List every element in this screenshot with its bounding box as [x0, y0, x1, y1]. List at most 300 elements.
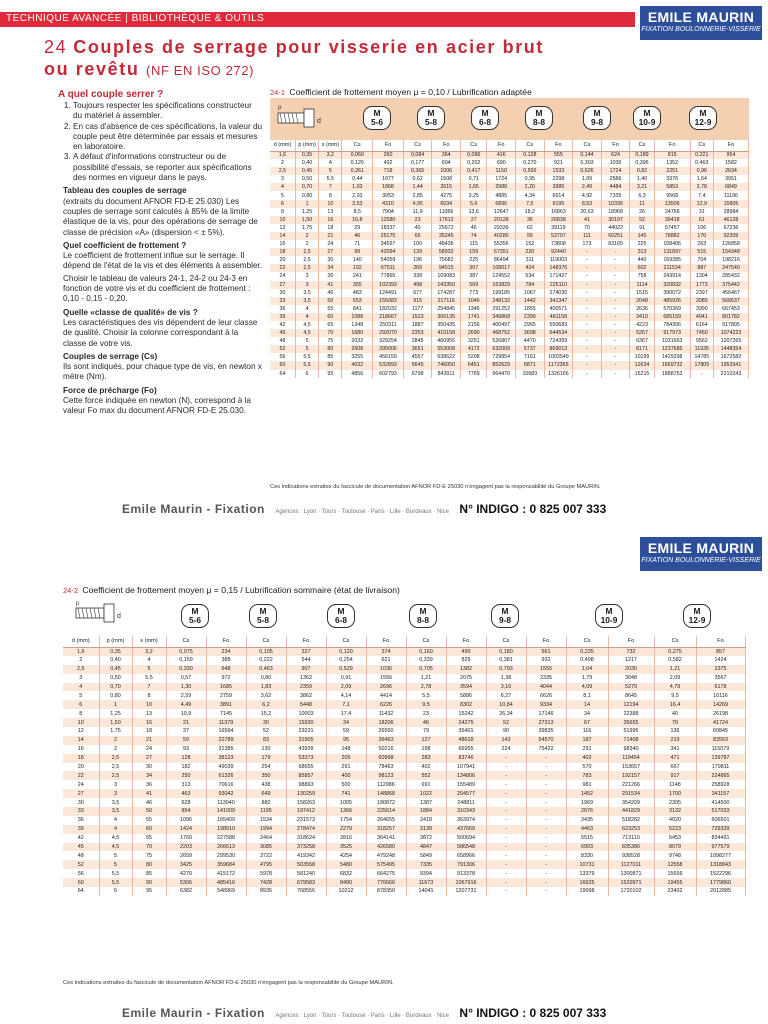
table-cell: 11673 — [406, 878, 446, 887]
table-cell: 2397 — [690, 289, 713, 297]
table-cell: - — [526, 789, 566, 798]
table-cell: - — [573, 264, 602, 272]
table-cell: - — [486, 834, 526, 843]
table-cell: 0,498 — [566, 656, 608, 665]
table-cell: 33 — [63, 807, 99, 816]
text-fo: Cette force indiquée en newton (N), correspond à la valeur Fo max du document AFNOR FD-E 25.030. — [63, 396, 251, 416]
table-cell: 49039 — [206, 763, 246, 772]
table-cell: - — [526, 843, 566, 852]
table-cell: 5 — [99, 860, 132, 869]
table-cell: 10199 — [630, 353, 654, 361]
table-row — [270, 361, 749, 369]
table-cell: 1994 — [246, 825, 286, 834]
table-cell: 776666 — [366, 878, 406, 887]
column-header: Fo — [526, 636, 566, 647]
table-cell: 52 — [630, 216, 654, 224]
table-cell: 23 — [406, 709, 446, 718]
table-cell: 5,5 — [406, 691, 446, 700]
table-cell: 1207731 — [446, 887, 486, 896]
table-cell: 437669 — [446, 825, 486, 834]
column-header: Fo — [206, 636, 246, 647]
table-cell: 18 — [132, 727, 166, 736]
table-cell: 1424 — [166, 825, 206, 834]
breadcrumb: TECHNIQUE AVANCÉE | BIBLIOTHÈQUE & OUTILS — [6, 13, 265, 24]
guidance-list — [73, 101, 263, 183]
table-cell: 4 — [99, 825, 132, 834]
table-cell: - — [573, 297, 602, 305]
table-cell: 481158 — [544, 313, 573, 321]
table-cell: 917 — [654, 771, 696, 780]
table-cell: 373258 — [286, 843, 326, 852]
table-cell: 3,5 — [295, 289, 318, 297]
table-cell: 95 — [326, 736, 366, 745]
table-cell: 4,5 — [295, 329, 318, 337]
table-cell: 102393 — [373, 281, 404, 289]
table-cell: 145 — [630, 232, 654, 240]
table-cell: 192157 — [608, 771, 654, 780]
table-cell: 4 — [132, 656, 166, 665]
table-row — [63, 745, 745, 754]
table-cell: 179811 — [696, 763, 745, 772]
table-cell: 128 — [166, 754, 206, 763]
table-cell: 854 — [166, 807, 206, 816]
table-cell: 2676 — [566, 807, 608, 816]
table-cell: 205 — [326, 754, 366, 763]
table-cell: 8935 — [246, 887, 286, 896]
table-cell: 70 — [319, 329, 342, 337]
table-row — [270, 305, 749, 313]
footer-2 — [122, 1004, 606, 1022]
table-cell: 39 — [63, 825, 99, 834]
norm-ref: (NF EN ISO 272) — [146, 63, 254, 78]
table-cell: 26198 — [696, 709, 745, 718]
table-cell: 1,09 — [573, 175, 602, 183]
table-cell: 16 — [319, 216, 342, 224]
table-row — [63, 691, 745, 700]
table-cell: 0,529 — [326, 665, 366, 674]
table-cell: 1888753 — [654, 370, 690, 378]
table-cell: 416 — [487, 151, 516, 159]
table-cell: 9,5 — [654, 691, 696, 700]
table-cell: 94515 — [432, 264, 461, 272]
table-cell: 5 — [63, 691, 99, 700]
table-cell: 1,75 — [295, 224, 318, 232]
table-cell: 440 — [630, 256, 654, 264]
footer-company: Emile Maurin - Fixation — [122, 502, 265, 516]
table-row — [270, 175, 749, 183]
table-cell: 2279 — [326, 825, 366, 834]
table-cell: 99 — [342, 248, 373, 256]
table-cell: 5,5 — [99, 869, 132, 878]
table-cell: 93 — [166, 745, 206, 754]
table-cell: 2464 — [246, 834, 286, 843]
table-cell: 19455 — [654, 878, 696, 887]
table-cell: 11,9 — [403, 208, 432, 216]
table-cell: 0,126 — [342, 159, 373, 167]
table-cell: 387 — [461, 272, 487, 280]
heading-fo: Force de précharge (Fo) — [63, 385, 157, 395]
table-cell: 16 — [132, 718, 166, 727]
table-cell: 24 — [270, 272, 295, 280]
table-cell: 46 — [342, 232, 373, 240]
table-cell: 869013 — [544, 345, 573, 353]
table-cell: 5886 — [446, 691, 486, 700]
table-cell: 553008 — [432, 345, 461, 353]
table-cell: 732 — [608, 647, 654, 656]
table-cell: 773 — [461, 289, 487, 297]
table-row — [270, 272, 749, 280]
table-cell: 52 — [63, 860, 99, 869]
table-cell: 26550 — [366, 727, 406, 736]
table-cell: 500 — [326, 780, 366, 789]
table-cell: 124491 — [373, 289, 404, 297]
table-cell: 1326166 — [544, 370, 573, 378]
table-cell: - — [573, 305, 602, 313]
table-cell: 4310 — [373, 200, 404, 208]
table-cell: 41 — [319, 281, 342, 289]
table-cell: 471 — [654, 754, 696, 763]
table-cell: 499 — [446, 647, 486, 656]
table-cell: 341347 — [544, 297, 573, 305]
table-cell: 6453 — [654, 834, 696, 843]
table-cell: 225110 — [544, 281, 573, 289]
table-cell: 75 — [132, 851, 166, 860]
table-cell: 21 — [132, 736, 166, 745]
footer-agencies: Agences : Lyon · Tours · Toulouse · Paris · Lille · Bordeaux · Nice — [275, 509, 449, 515]
table-cell: 7769 — [461, 370, 487, 378]
table-cell: 42 — [63, 834, 99, 843]
table-cell: 61326 — [206, 771, 246, 780]
section-heading: A quel couple serrer ? — [58, 89, 164, 100]
table-cell: 0,626 — [573, 167, 602, 175]
table-cell: 33 — [270, 297, 295, 305]
table-row — [270, 200, 749, 208]
table-row — [63, 807, 745, 816]
table-cell: 41724 — [696, 718, 745, 727]
table-cell: 22 — [270, 264, 295, 272]
table-cell: 1077 — [373, 175, 404, 183]
table-cell: 148 — [326, 745, 366, 754]
table-cell: 112986 — [366, 780, 406, 789]
table-cell: - — [601, 337, 630, 345]
table-cell: 3085 — [246, 843, 286, 852]
table-cell: 485416 — [206, 878, 246, 887]
table-cell: 60998 — [366, 754, 406, 763]
table-cell: 0,075 — [166, 647, 206, 656]
table-cell: 3891 — [206, 700, 246, 709]
table-cell: - — [526, 754, 566, 763]
table-cell: 198216 — [713, 256, 748, 264]
table-cell: 1346 — [461, 305, 487, 313]
table-cell: 155489 — [446, 780, 486, 789]
table-cell: - — [601, 329, 630, 337]
table-cell: 10 — [132, 700, 166, 709]
table-cell: 263 — [690, 240, 713, 248]
table-cell: 91 — [630, 224, 654, 232]
table-cell: 10 — [63, 718, 99, 727]
table-cell: 2203 — [166, 843, 206, 852]
table-cell: 22388 — [608, 709, 654, 718]
table-cell: 30 — [132, 763, 166, 772]
table-cell: 0,50 — [295, 175, 318, 183]
column-header: Cs — [246, 636, 286, 647]
table-cell: - — [601, 264, 630, 272]
table-cell: 0,235 — [566, 647, 608, 656]
table-cell: 12558 — [654, 860, 696, 869]
table-cell: 2965 — [516, 321, 545, 329]
table-cell: 1,21 — [406, 674, 446, 683]
table2-header-row — [63, 636, 745, 647]
table-cell: 415172 — [206, 869, 246, 878]
table-cell: - — [601, 289, 630, 297]
table-row — [63, 798, 745, 807]
table-cell: 2608 — [342, 345, 373, 353]
table-cell: 24 — [63, 780, 99, 789]
table-cell: 2359 — [286, 683, 326, 692]
column-header: Fo — [366, 636, 406, 647]
table-cell: 1508 — [432, 175, 461, 183]
table-cell: 11196 — [713, 191, 748, 199]
table-cell: 4,49 — [166, 700, 206, 709]
table-cell: 1868 — [373, 183, 404, 191]
table-cell: 6626 — [526, 691, 566, 700]
table-row — [63, 789, 745, 798]
class-5-8-badge: M 5-8 — [414, 106, 448, 130]
table-cell: 24768 — [654, 208, 690, 216]
table-cell: 4 — [270, 183, 295, 191]
table-cell: 4470 — [516, 337, 545, 345]
table-cell: 108017 — [487, 264, 516, 272]
table-cell: 180872 — [366, 798, 406, 807]
table2-header-band — [63, 596, 745, 636]
table-cell: 349868 — [487, 313, 516, 321]
table-cell: 2845 — [403, 337, 432, 345]
table-cell: 3,16 — [486, 683, 526, 692]
table-cell: - — [601, 281, 630, 289]
table-cell: 1953941 — [713, 361, 748, 369]
table-row — [63, 825, 745, 834]
table-cell: 260 — [373, 151, 404, 159]
table-cell: 363974 — [446, 816, 486, 825]
table-cell: 981 — [566, 780, 608, 789]
table-cell: 67 — [566, 718, 608, 727]
table-row — [270, 264, 749, 272]
table-cell: 4941 — [690, 313, 713, 321]
table-cell: 1217 — [608, 656, 654, 665]
table-cell: 231573 — [286, 816, 326, 825]
table-cell: 73808 — [544, 240, 573, 248]
table-cell: 6798 — [403, 370, 432, 378]
table-cell: 90 — [132, 878, 166, 887]
table-cell: - — [601, 297, 630, 305]
class2-5-8-badge: M 5-8 — [246, 604, 280, 628]
table-cell: 1429298 — [654, 353, 690, 361]
table-cell: 410158 — [432, 329, 461, 337]
table-cell: 45 — [270, 329, 295, 337]
table-cell: 107941 — [446, 763, 486, 772]
table-cell: 85 — [319, 353, 342, 361]
table-cell: 283 — [406, 754, 446, 763]
class-5-6-badge: M 5-6 — [360, 106, 394, 130]
table-cell: 1,50 — [295, 216, 318, 224]
table-cell: 7,5 — [516, 200, 545, 208]
table-cell: 53707 — [544, 232, 573, 240]
table-cell: 4,79 — [654, 683, 696, 692]
table-cell: 10683 — [516, 370, 545, 378]
column-header: Cs — [573, 140, 602, 151]
table-cell: 3435 — [566, 816, 608, 825]
table-row — [270, 248, 749, 256]
table-cell: 6451 — [461, 361, 487, 369]
table-cell: 130259 — [286, 789, 326, 798]
footer-indigo: N° INDIGO : 0 825 007 333 — [459, 502, 607, 516]
table-cell: 4414 — [366, 691, 406, 700]
table-cell: 4847 — [406, 843, 446, 852]
column-header: Fo — [608, 636, 654, 647]
table-cell: 0,084 — [403, 151, 432, 159]
table-cell: 602 — [630, 264, 654, 272]
table-cell: 140 — [342, 256, 373, 264]
table-cell: 48 — [63, 851, 99, 860]
table-cell: 7,1 — [326, 700, 366, 709]
table-cell: 56 — [270, 353, 295, 361]
table-cell: - — [601, 361, 630, 369]
table-cell: 1148 — [654, 780, 696, 789]
table-cell: 972 — [206, 674, 246, 683]
table-cell: 241 — [342, 272, 373, 280]
table-cell: 2586 — [601, 175, 630, 183]
table-cell: 1362 — [286, 674, 326, 683]
table-cell: 17,4 — [326, 709, 366, 718]
table-cell: 39418 — [654, 216, 690, 224]
table-cell: 4020 — [654, 816, 696, 825]
table-cell: 2375 — [696, 665, 745, 674]
table-cell: 44022 — [601, 224, 630, 232]
table-cell: 60 — [132, 825, 166, 834]
table-cell: 1533 — [544, 167, 573, 175]
table-cell: 644534 — [544, 329, 573, 337]
table-cell: 0,159 — [166, 656, 206, 665]
table-cell: 30 — [246, 718, 286, 727]
table-cell: 18 — [63, 754, 99, 763]
table-cell: 364 — [432, 151, 461, 159]
table-cell: 52 — [486, 718, 526, 727]
table-cell: 264655 — [366, 816, 406, 825]
table-cell: 11066 — [432, 208, 461, 216]
table-cell: 187 — [566, 736, 608, 745]
table-cell: 0,40 — [295, 159, 318, 167]
table-cell: 746050 — [432, 361, 461, 369]
table2-footnote: Ces indications extraites du fascicule de documentation AFNOR FD-E 25030 n'engagent pas la responsabilité du Groupe MAURIN. — [63, 980, 394, 986]
table-cell: 468752 — [487, 329, 516, 337]
table-cell: 1,04 — [566, 665, 608, 674]
table-cell: 2,5 — [295, 248, 318, 256]
table-cell: 21 — [166, 718, 206, 727]
table-cell: 0,417 — [461, 167, 487, 175]
table-cell: 500694 — [446, 834, 486, 843]
table-cell: 219 — [654, 736, 696, 745]
table-cell: 857 — [696, 647, 745, 656]
table-cell: 0,221 — [690, 151, 713, 159]
table-cell: 1366 — [326, 807, 366, 816]
table-cell: 6,2 — [246, 700, 286, 709]
table-cell: 34 — [132, 771, 166, 780]
table-cell: 179 — [246, 754, 286, 763]
table-cell: 841 — [342, 305, 373, 313]
table-cell: 127 — [406, 736, 446, 745]
table1-footnote: Ces indications extraites du fascicule de documentation AFNOR FD-E 25030 n'engagent pas la responsabilité du Groupe MAURIN. — [270, 484, 601, 490]
column-header: Fo — [373, 140, 404, 151]
table-cell: 12634 — [630, 361, 654, 369]
table-cell: 83563 — [696, 736, 745, 745]
page-number: 24 — [44, 37, 68, 57]
table-cell: 441829 — [608, 807, 654, 816]
table-cell: 15805 — [713, 200, 748, 208]
table-cell: - — [573, 289, 602, 297]
table-cell: 18 — [319, 224, 342, 232]
table-cell: 552 — [406, 771, 446, 780]
column-header: Fo — [713, 140, 748, 151]
title-line-1: Couples de serrage pour visserie en acier brut — [73, 37, 544, 57]
table-cell: 0,57 — [166, 674, 206, 683]
table-cell: 250311 — [373, 321, 404, 329]
title-line-2: ou revêtu — [44, 59, 140, 79]
table-cell: 66955 — [446, 745, 486, 754]
table-cell: 1074223 — [713, 329, 748, 337]
table-cell: 0,705 — [406, 665, 446, 674]
table-cell: 36 — [319, 272, 342, 280]
table-cell: 31385 — [206, 745, 246, 754]
table-cell: - — [601, 256, 630, 264]
table-cell: 14269 — [696, 700, 745, 709]
table-cell: 4172 — [461, 345, 487, 353]
table-cell: 3255 — [342, 353, 373, 361]
table-cell: 83746 — [446, 754, 486, 763]
table-cell: 907 — [286, 665, 326, 674]
table-cell: 14041 — [406, 887, 446, 896]
table-cell: - — [573, 361, 602, 369]
table-cell: 9334 — [526, 700, 566, 709]
screw-diagram-icon — [276, 101, 324, 137]
table-row — [63, 656, 745, 665]
table-row — [270, 289, 749, 297]
table-cell: 1,75 — [99, 727, 132, 736]
column-header: Cs — [516, 140, 545, 151]
table-cell: 350435 — [432, 321, 461, 329]
table-cell: 460956 — [432, 337, 461, 345]
table-cell: 68655 — [286, 763, 326, 772]
table-cell: 134806 — [446, 771, 486, 780]
table-cell: 2353 — [403, 329, 432, 337]
table-cell: 15930 — [286, 718, 326, 727]
table-cell: 4223 — [630, 321, 654, 329]
table-cell: 2,5 — [99, 771, 132, 780]
table-cell: - — [601, 272, 630, 280]
table-cell: 485926 — [654, 297, 690, 305]
table-cell: 456467 — [713, 289, 748, 297]
table-cell: 15215 — [630, 370, 654, 378]
class-8-8-badge: M 8-8 — [522, 106, 556, 130]
table-cell: 29 — [342, 224, 373, 232]
table-cell: 155083 — [373, 297, 404, 305]
table-cell: 1 — [99, 700, 132, 709]
table-cell: 13 — [319, 208, 342, 216]
table-cell: 234 — [206, 647, 246, 656]
table-cell: 1555 — [526, 665, 566, 674]
table-cell: 0,96 — [690, 167, 713, 175]
table-cell: 648 — [206, 665, 246, 674]
table-cell: 1304 — [690, 272, 713, 280]
